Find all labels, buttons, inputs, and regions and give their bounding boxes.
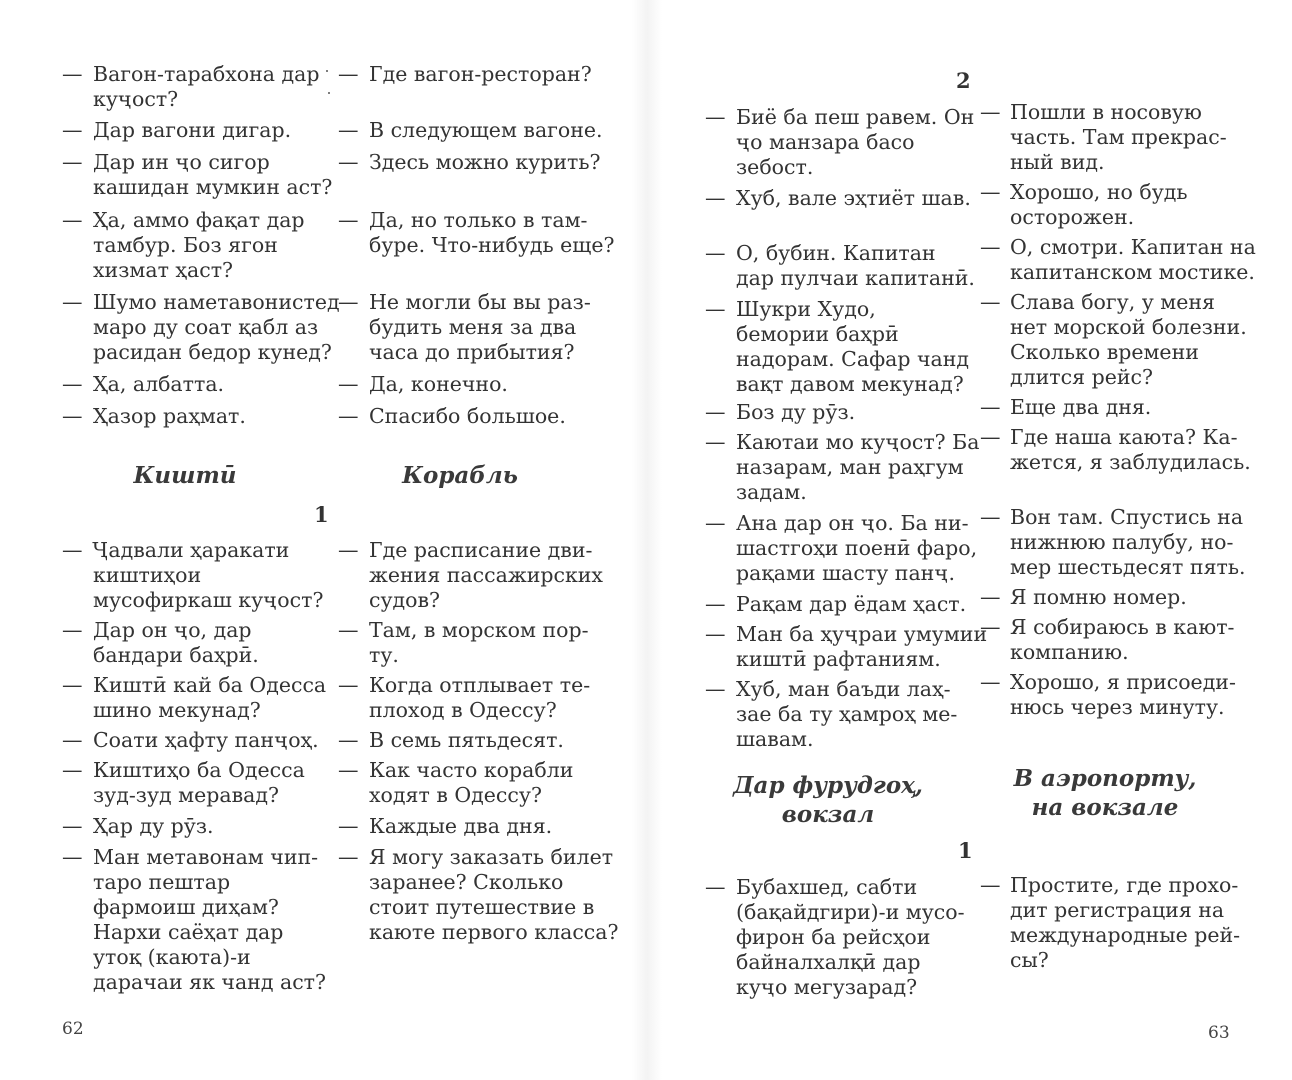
dialogue-line: бемории баҳрӣ [736, 322, 899, 346]
page-right [650, 0, 1292, 1080]
dialogue-line: (бақайдгири)-и мусо- [736, 900, 965, 924]
dialogue-dash: — [62, 673, 83, 697]
dialogue-line: тамбур. Боз ягон [93, 233, 278, 257]
dialogue-line: Дар ин ҷо сигор [93, 150, 270, 174]
print-speck [328, 92, 330, 94]
dialogue-line: Где расписание дви- [369, 538, 593, 562]
dialogue-dash: — [980, 290, 1001, 314]
dialogue-line: надорам. Сафар чанд [736, 347, 970, 371]
dialogue-line: Ҳа, аммо фақат дар [93, 208, 305, 232]
section-heading: Дар фурудгоҳ, [733, 772, 923, 799]
dialogue-line: длится рейс? [1010, 365, 1153, 389]
dialogue-line: Вагон-тарабхона дар [93, 62, 320, 86]
dialogue-line: киштиҳои [93, 563, 202, 587]
dialogue-line: маро ду соат қабл аз [93, 315, 319, 339]
page-number: 63 [1208, 1023, 1230, 1043]
dialogue-line: Я помню номер. [1010, 585, 1187, 609]
dialogue-line: Да, но только в там- [369, 208, 588, 232]
dialogue-line: заранее? Сколько [369, 870, 564, 894]
dialogue-dash: — [705, 297, 726, 321]
dialogue-line: ный вид. [1010, 150, 1105, 174]
dialogue-line: киштӣ рафтаниям. [736, 647, 941, 671]
dialogue-line: утоқ (каюта)-и [93, 945, 251, 969]
dialogue-dash: — [338, 150, 359, 174]
dialogue-dash: — [980, 873, 1001, 897]
dialogue-line: нижнюю палубу, но- [1010, 530, 1234, 554]
dialogue-line: Соати ҳафту панҷоҳ. [93, 728, 319, 752]
dialogue-line: Как часто корабли [369, 758, 574, 782]
dialogue-line: плоход в Одессу? [369, 698, 557, 722]
dialogue-line: шастгоҳи поенӣ фаро, [736, 536, 978, 560]
dialogue-line: Где вагон-ресторан? [369, 62, 592, 86]
dialogue-dash: — [980, 235, 1001, 259]
dialogue-line: Дар он ҷо, дар [93, 618, 252, 642]
dialogue-line: мусофиркаш куҷост? [93, 588, 324, 612]
dialogue-dash: — [338, 290, 359, 314]
dialogue-line: Хуб, вале эҳтиёт шав. [736, 186, 971, 210]
dialogue-dash: — [980, 505, 1001, 529]
dialogue-line: ҷо манзара басо [736, 130, 915, 154]
dialogue-dash: — [62, 208, 83, 232]
dialogue-line: Ман ба ҳуҷраи умумии [736, 622, 988, 646]
section-number: 1 [314, 502, 329, 527]
dialogue-line: Когда отплывает те- [369, 673, 591, 697]
dialogue-dash: — [705, 186, 726, 210]
dialogue-line: куҷост? [93, 87, 179, 111]
dialogue-dash: — [338, 728, 359, 752]
dialogue-line: Шукри Худо, [736, 297, 876, 321]
dialogue-line: компанию. [1010, 640, 1129, 664]
dialogue-line: В следующем вагоне. [369, 118, 603, 142]
dialogue-line: Вон там. Спустись на [1010, 505, 1244, 529]
dialogue-line: шино мекунад? [93, 698, 261, 722]
dialogue-line: каюте первого класса? [369, 920, 619, 944]
dialogue-line: байналхалқӣ дар [736, 950, 921, 974]
dialogue-line: Дар вагони дигар. [93, 118, 292, 142]
dialogue-dash: — [62, 62, 83, 86]
dialogue-line: Там, в морском пор- [369, 618, 589, 642]
dialogue-dash: — [980, 615, 1001, 639]
dialogue-line: вақт давом мекунад? [736, 372, 964, 396]
dialogue-dash: — [338, 404, 359, 428]
dialogue-line: бандари баҳрӣ. [93, 643, 259, 667]
dialogue-dash: — [62, 404, 83, 428]
dialogue-line: кашидан мумкин аст? [93, 175, 333, 199]
dialogue-line: Хорошо, но будь [1010, 180, 1188, 204]
dialogue-line: Киштӣ кай ба Одесса [93, 673, 327, 697]
dialogue-line: зуд-зуд меравад? [93, 783, 279, 807]
dialogue-line: Я могу заказать билет [369, 845, 614, 869]
dialogue-dash: — [705, 622, 726, 646]
dialogue-dash: — [338, 814, 359, 838]
dialogue-dash: — [338, 208, 359, 232]
section-heading: В аэропорту, [1013, 765, 1197, 792]
print-speck [326, 70, 328, 72]
dialogue-line: Еще два дня. [1010, 395, 1152, 419]
dialogue-line: Ман метавонам чип- [93, 845, 319, 869]
dialogue-line: нюсь через минуту. [1010, 695, 1225, 719]
dialogue-line: хизмат ҳаст? [93, 258, 234, 282]
section-heading: на вокзале [1031, 794, 1179, 821]
dialogue-line: Пошли в носовую [1010, 100, 1202, 124]
dialogue-line: жется, я заблудилась. [1010, 450, 1251, 474]
dialogue-line: Бубахшед, сабти [736, 875, 918, 899]
dialogue-line: жения пассажирских [369, 563, 603, 587]
dialogue-dash: — [62, 845, 83, 869]
dialogue-dash: — [338, 538, 359, 562]
dialogue-dash: — [62, 618, 83, 642]
dialogue-line: Ҷадвали ҳаракати [93, 538, 290, 562]
dialogue-line: капитанском мостике. [1010, 260, 1255, 284]
dialogue-line: Биё ба пеш равем. Он [736, 105, 975, 129]
dialogue-line: Я собираюсь в кают- [1010, 615, 1235, 639]
dialogue-line: дит регистрация на [1010, 898, 1225, 922]
dialogue-line: Нархи саёҳат дар [93, 920, 284, 944]
dialogue-line: Не могли бы вы раз- [369, 290, 591, 314]
dialogue-line: Ҳа, албатта. [93, 372, 225, 396]
dialogue-dash: — [338, 673, 359, 697]
dialogue-line: О, бубин. Капитан [736, 241, 936, 265]
dialogue-dash: — [62, 118, 83, 142]
dialogue-dash: — [338, 758, 359, 782]
dialogue-line: международные рей- [1010, 923, 1241, 947]
dialogue-dash: — [338, 372, 359, 396]
dialogue-line: будить меня за два [369, 315, 577, 339]
dialogue-dash: — [62, 758, 83, 782]
dialogue-line: сы? [1010, 948, 1049, 972]
dialogue-line: нет морской болезни. [1010, 315, 1247, 339]
dialogue-dash: — [705, 105, 726, 129]
dialogue-dash: — [338, 62, 359, 86]
dialogue-dash: — [980, 395, 1001, 419]
dialogue-dash: — [338, 118, 359, 142]
dialogue-line: Ҳазор раҳмат. [93, 404, 246, 428]
section-heading: вокзал [781, 801, 875, 828]
dialogue-line: часть. Там прекрас- [1010, 125, 1227, 149]
dialogue-dash: — [338, 618, 359, 642]
dialogue-line: рақами шасту панҷ. [736, 561, 956, 585]
dialogue-line: мер шестьдесят пять. [1010, 555, 1246, 579]
section-number: 2 [956, 68, 971, 93]
section-number: 1 [958, 838, 973, 863]
dialogue-line: расидан бедор кунед? [93, 340, 332, 364]
page-left [0, 0, 640, 1080]
dialogue-line: дарачаи як чанд аст? [93, 970, 327, 994]
dialogue-line: В семь пятьдесят. [369, 728, 564, 752]
dialogue-line: Киштиҳо ба Одесса [93, 758, 305, 782]
dialogue-line: таро пештар [93, 870, 231, 894]
dialogue-dash: — [980, 425, 1001, 449]
dialogue-line: Слава богу, у меня [1010, 290, 1215, 314]
dialogue-line: шавам. [736, 727, 814, 751]
dialogue-dash: — [62, 814, 83, 838]
dialogue-dash: — [62, 372, 83, 396]
dialogue-line: Боз ду рӯз. [736, 400, 856, 424]
dialogue-line: зае ба ту ҳамроҳ ме- [736, 702, 958, 726]
dialogue-line: ходят в Одессу? [369, 783, 542, 807]
dialogue-line: Спасибо большое. [369, 404, 566, 428]
dialogue-line: Хуб, ман баъди лаҳ- [736, 677, 951, 701]
section-heading: Киштӣ [133, 462, 237, 489]
dialogue-line: судов? [369, 588, 441, 612]
dialogue-dash: — [980, 100, 1001, 124]
dialogue-line: назарам, ман раҳгум [736, 455, 964, 479]
dialogue-line: Ҳар ду рӯз. [93, 814, 214, 838]
dialogue-line: Ана дар он ҷо. Ба ни- [736, 511, 969, 535]
dialogue-dash: — [705, 677, 726, 701]
dialogue-line: Сколько времени [1010, 340, 1199, 364]
dialogue-dash: — [338, 845, 359, 869]
dialogue-line: Да, конечно. [369, 372, 508, 396]
dialogue-line: Каждые два дня. [369, 814, 553, 838]
dialogue-line: буре. Что-нибудь еще? [369, 233, 615, 257]
section-heading: Корабль [402, 462, 518, 489]
dialogue-line: стоит путешествие в [369, 895, 595, 919]
dialogue-dash: — [62, 728, 83, 752]
dialogue-line: зебост. [736, 155, 814, 179]
dialogue-line: фармоиш диҳам? [93, 895, 279, 919]
dialogue-line: Здесь можно курить? [369, 150, 601, 174]
dialogue-line: Простите, где прохо- [1010, 873, 1239, 897]
dialogue-line: задам. [736, 480, 807, 504]
dialogue-line: фирон ба рейсҳои [736, 925, 931, 949]
dialogue-line: дар пулчаи капитанӣ. [736, 266, 975, 290]
dialogue-dash: — [705, 430, 726, 454]
dialogue-line: Каютаи мо куҷост? Ба [736, 430, 980, 454]
dialogue-dash: — [705, 592, 726, 616]
dialogue-line: Хорошо, я присоеди- [1010, 670, 1236, 694]
dialogue-line: осторожен. [1010, 205, 1135, 229]
dialogue-line: ту. [369, 643, 399, 667]
dialogue-dash: — [705, 875, 726, 899]
dialogue-dash: — [980, 670, 1001, 694]
dialogue-line: О, смотри. Капитан на [1010, 235, 1256, 259]
dialogue-dash: — [980, 585, 1001, 609]
dialogue-dash: — [62, 150, 83, 174]
dialogue-dash: — [705, 400, 726, 424]
dialogue-line: куҷо мегузарад? [736, 975, 918, 999]
dialogue-dash: — [62, 538, 83, 562]
dialogue-dash: — [705, 241, 726, 265]
dialogue-line: часа до прибытия? [369, 340, 575, 364]
dialogue-dash: — [980, 180, 1001, 204]
dialogue-line: Шумо наметавонистед [93, 290, 340, 314]
dialogue-dash: — [62, 290, 83, 314]
page-number: 62 [62, 1019, 84, 1039]
dialogue-dash: — [705, 511, 726, 535]
dialogue-line: Где наша каюта? Ка- [1010, 425, 1238, 449]
dialogue-line: Рақам дар ёдам ҳаст. [736, 592, 967, 616]
